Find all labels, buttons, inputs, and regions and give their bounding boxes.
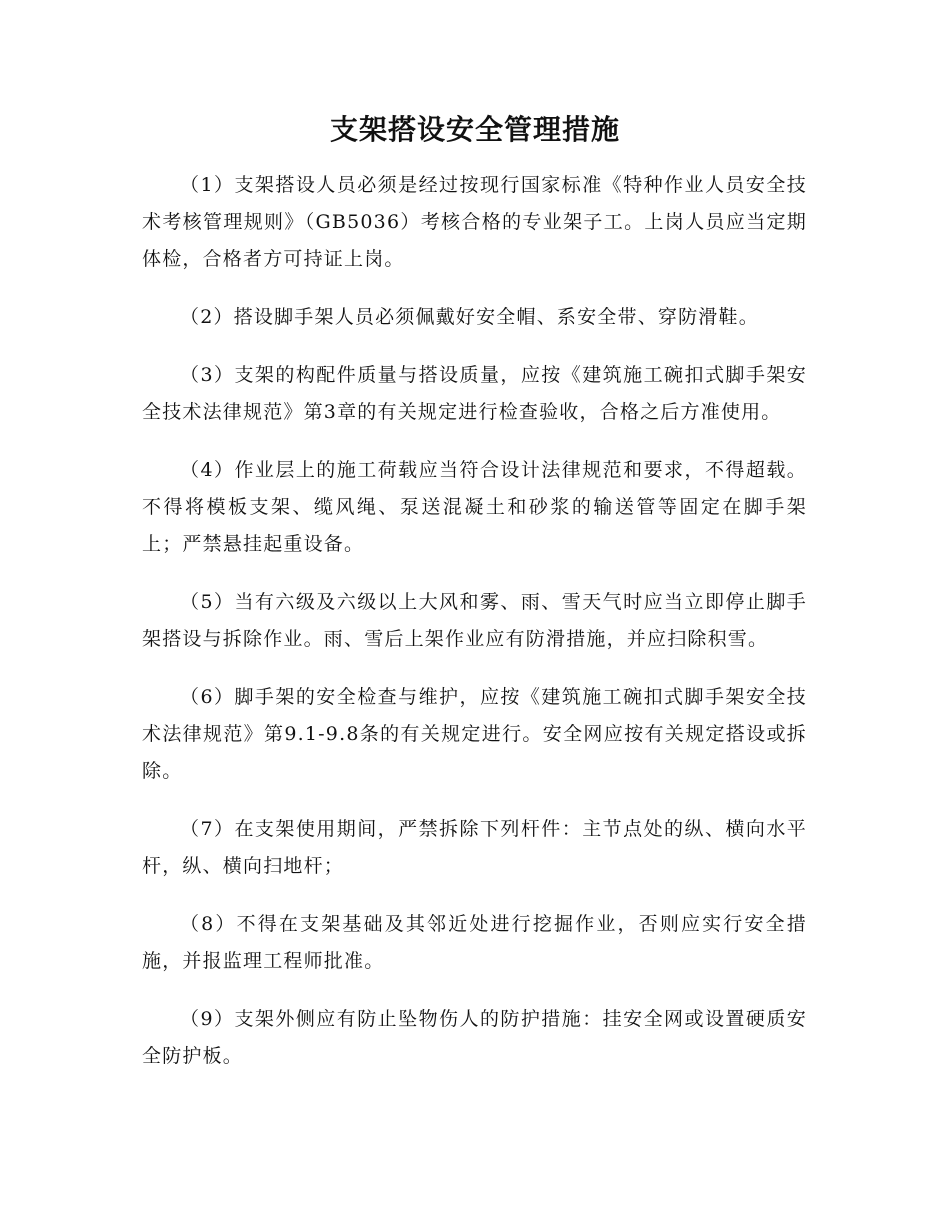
document-body [142,167,807,1096]
paragraph-2: （2）搭设脚手架人员必须佩戴好安全帽、系安全带、穿防滑鞋。 [180,306,759,328]
document-title: 支架搭设安全管理措施 [329,113,620,146]
paragraph-3: （3）支架的构配件质量与搭设质量，应按《建筑施工碗扣式脚手架安全技术法律规范》第3章的有关规定进行检查验收，合格之后方准使用。 [142,364,807,423]
paragraph-9: （9）支架外侧应有防止坠物伤人的防护措施：挂安全网或设置硬质安全防护板。 [142,1008,807,1067]
paragraph-8: （8）不得在支架基础及其邻近处进行挖掘作业，否则应实行安全措施，并报监理工程师批准。 [142,913,807,972]
paragraph-6: （6）脚手架的安全检查与维护，应按《建筑施工碗扣式脚手架安全技术法律规范》第9.1-9.8条的有关规定进行。安全网应按有关规定搭设或拆除。 [142,686,807,782]
paragraph-7: （7）在支架使用期间，严禁拆除下列杆件：主节点处的纵、横向水平杆，纵、横向扫地杆； [142,818,807,877]
paragraph-1: （1）支架搭设人员必须是经过按现行国家标准《特种作业人员安全技术考核管理规则》（GB5036）考核合格的专业架子工。上岗人员应当定期体检，合格者方可持证上岗。 [142,174,807,270]
paragraph-4: （4）作业层上的施工荷载应当符合设计法律规范和要求，不得超载。不得将模板支架、缆风绳、泵送混凝土和砂浆的输送管等固定在脚手架上；严禁悬挂起重设备。 [142,459,807,555]
paragraph-5: （5）当有六级及六级以上大风和雾、雨、雪天气时应当立即停止脚手架搭设与拆除作业。雨、雪后上架作业应有防滑措施，并应扫除积雪。 [142,591,807,650]
